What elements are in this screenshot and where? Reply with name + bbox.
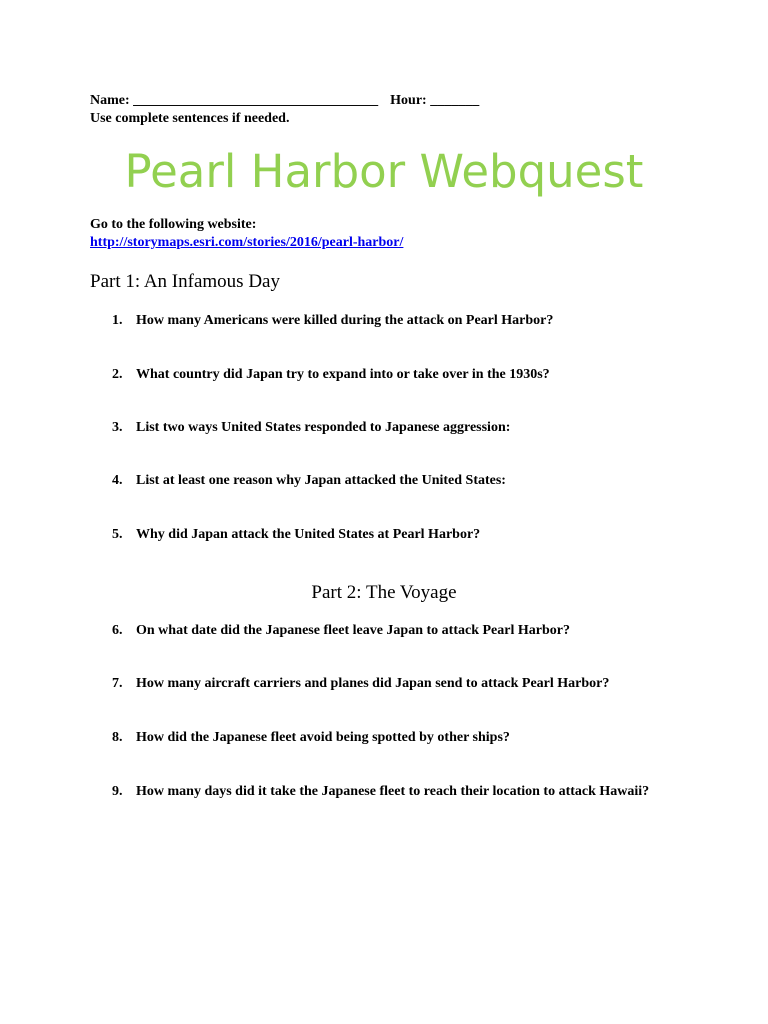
- hour-field-label: Hour: _______: [390, 93, 480, 108]
- question-number: 8.: [112, 730, 123, 745]
- question-text: How many days did it take the Japanese fleet to reach their location to attack Hawaii?: [136, 784, 650, 799]
- name-field-label: Name: ___________________________________: [90, 93, 379, 108]
- part2-heading: Part 2: The Voyage: [311, 582, 457, 603]
- question-text: List at least one reason why Japan attacked the United States:: [136, 473, 506, 488]
- part1-heading: Part 1: An Infamous Day: [90, 271, 280, 292]
- question-text: How did the Japanese fleet avoid being spotted by other ships?: [136, 730, 510, 745]
- question-text: How many aircraft carriers and planes did Japan send to attack Pearl Harbor?: [136, 676, 610, 691]
- question-text: List two ways United States responded to Japanese aggression:: [136, 420, 511, 435]
- question-number: 7.: [112, 676, 123, 691]
- question-number: 5.: [112, 527, 123, 542]
- question-text: What country did Japan try to expand into or take over in the 1930s?: [136, 367, 550, 382]
- question-number: 6.: [112, 623, 123, 638]
- question-number: 2.: [112, 367, 123, 382]
- website-link[interactable]: http://storymaps.esri.com/stories/2016/pearl-harbor/: [90, 235, 404, 250]
- question-number: 1.: [112, 313, 123, 328]
- instruction-text: Use complete sentences if needed.: [90, 111, 290, 126]
- name-hour-line: [90, 92, 479, 110]
- website-intro: Go to the following website:: [90, 217, 257, 232]
- question-text: On what date did the Japanese fleet leave Japan to attack Pearl Harbor?: [136, 623, 570, 638]
- question-number: 9.: [112, 784, 123, 799]
- question-number: 4.: [112, 473, 123, 488]
- question-text: Why did Japan attack the United States at Pearl Harbor?: [136, 527, 481, 542]
- page-title: Pearl Harbor Webquest: [124, 145, 644, 198]
- website-link-line: [90, 234, 403, 252]
- question-number: 3.: [112, 420, 123, 435]
- question-text: How many Americans were killed during the attack on Pearl Harbor?: [136, 313, 554, 328]
